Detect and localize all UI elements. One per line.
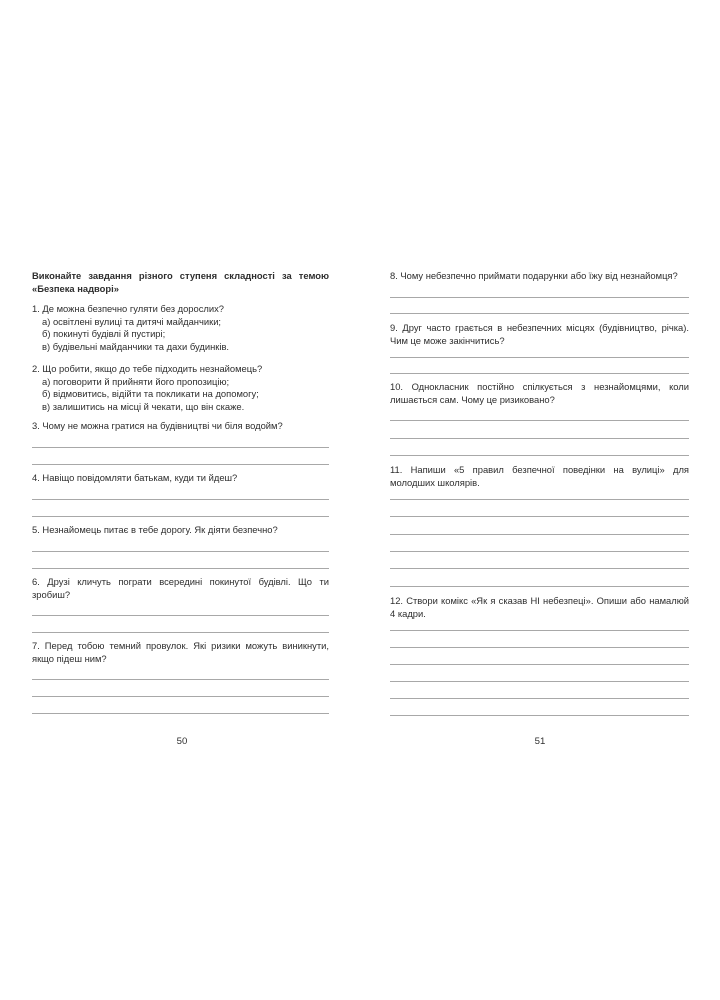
answer-line[interactable]: [390, 297, 689, 298]
answer-line[interactable]: [32, 516, 329, 517]
answer-line[interactable]: [390, 516, 689, 517]
question-1-text: 1. Де можна безпечно гуляти без дорослих?: [32, 303, 225, 314]
answer-line[interactable]: [32, 679, 329, 680]
question-12: [390, 595, 689, 620]
answer-line[interactable]: [32, 713, 329, 714]
question-8: [390, 270, 689, 283]
answer-line[interactable]: [390, 647, 689, 648]
answer-line[interactable]: [390, 586, 689, 587]
answer-line[interactable]: [390, 534, 689, 535]
answer-line[interactable]: [390, 357, 689, 358]
question-6-text: 6. Друзі кличуть пограти всередині покинутої будівлі. Що ти зробиш?: [32, 576, 329, 600]
question-1-option-c: в) будівельні майданчики та дахи будинків.: [42, 340, 230, 352]
answer-line[interactable]: [390, 499, 689, 500]
question-1: [32, 303, 329, 353]
question-2-option-a: а) поговорити й прийняти його пропозицію;: [42, 375, 230, 387]
question-12-text: 12. Створи комікс «Як я сказав НІ небезпеці». Опиши або намалюй 4 кадри.: [390, 595, 689, 619]
question-3: [32, 420, 329, 433]
question-4-text: 4. Навіщо повідомляти батькам, куди ти йдеш?: [32, 472, 238, 483]
question-10-text: 10. Однокласник постійно спілкується з незнайомцями, коли лишається сам. Чому це ризиковано?: [390, 381, 689, 405]
answer-line[interactable]: [390, 568, 689, 569]
question-2-option-c: в) залишитись на місці й чекати, що він скаже.: [42, 400, 245, 412]
page-number-right: 51: [534, 736, 546, 747]
answer-line[interactable]: [32, 568, 329, 569]
answer-line[interactable]: [32, 447, 329, 448]
answer-line[interactable]: [390, 373, 689, 374]
answer-line[interactable]: [32, 632, 329, 633]
answer-line[interactable]: [32, 615, 329, 616]
question-2-text: 2. Що робити, якщо до тебе підходить незнайомець?: [32, 363, 263, 374]
left-page: [32, 0, 329, 1000]
answer-line[interactable]: [390, 420, 689, 421]
answer-line[interactable]: [390, 681, 689, 682]
answer-line[interactable]: [390, 630, 689, 631]
answer-line[interactable]: [390, 698, 689, 699]
answer-line[interactable]: [390, 455, 689, 456]
question-3-text: 3. Чому не можна гратися на будівництві чи біля водойм?: [32, 420, 283, 431]
question-4: [32, 472, 329, 485]
answer-line[interactable]: [390, 438, 689, 439]
question-11: [390, 464, 689, 489]
right-page: [390, 0, 689, 1000]
worksheet-heading: Виконайте завдання різного ступеня складності за темою «Безпека надворі»: [32, 270, 329, 294]
question-9: [390, 322, 689, 347]
question-7-text: 7. Перед тобою темний провулок. Які ризики можуть виникнути, якщо підеш ним?: [32, 640, 329, 664]
answer-line[interactable]: [390, 313, 689, 314]
question-1-option-b: б) покинуті будівлі й пустирі;: [42, 328, 166, 340]
answer-line[interactable]: [32, 551, 329, 552]
question-7: [32, 640, 329, 665]
answer-line[interactable]: [32, 696, 329, 697]
question-6: [32, 576, 329, 601]
question-5: [32, 524, 329, 537]
question-1-option-a: а) освітлені вулиці та дитячі майданчики;: [42, 315, 222, 327]
page-number-left: 50: [176, 736, 188, 747]
answer-line[interactable]: [32, 499, 329, 500]
question-10: [390, 381, 689, 406]
answer-line[interactable]: [390, 715, 689, 716]
answer-line[interactable]: [32, 464, 329, 465]
question-2-option-b: б) відмовитись, відійти та покликати на допомогу;: [42, 388, 259, 400]
question-9-text: 9. Друг часто грається в небезпечних місцях (будівництво, річка). Чим це може закінчитись?: [390, 322, 689, 346]
question-11-text: 11. Напиши «5 правил безпечної поведінки на вулиці» для молодших школярів.: [390, 464, 689, 488]
question-5-text: 5. Незнайомець питає в тебе дорогу. Як діяти безпечно?: [32, 524, 278, 535]
answer-line[interactable]: [390, 664, 689, 665]
question-8-text: 8. Чому небезпечно приймати подарунки або їжу від незнайомця?: [390, 270, 678, 281]
question-2: [32, 363, 329, 413]
answer-line[interactable]: [390, 551, 689, 552]
